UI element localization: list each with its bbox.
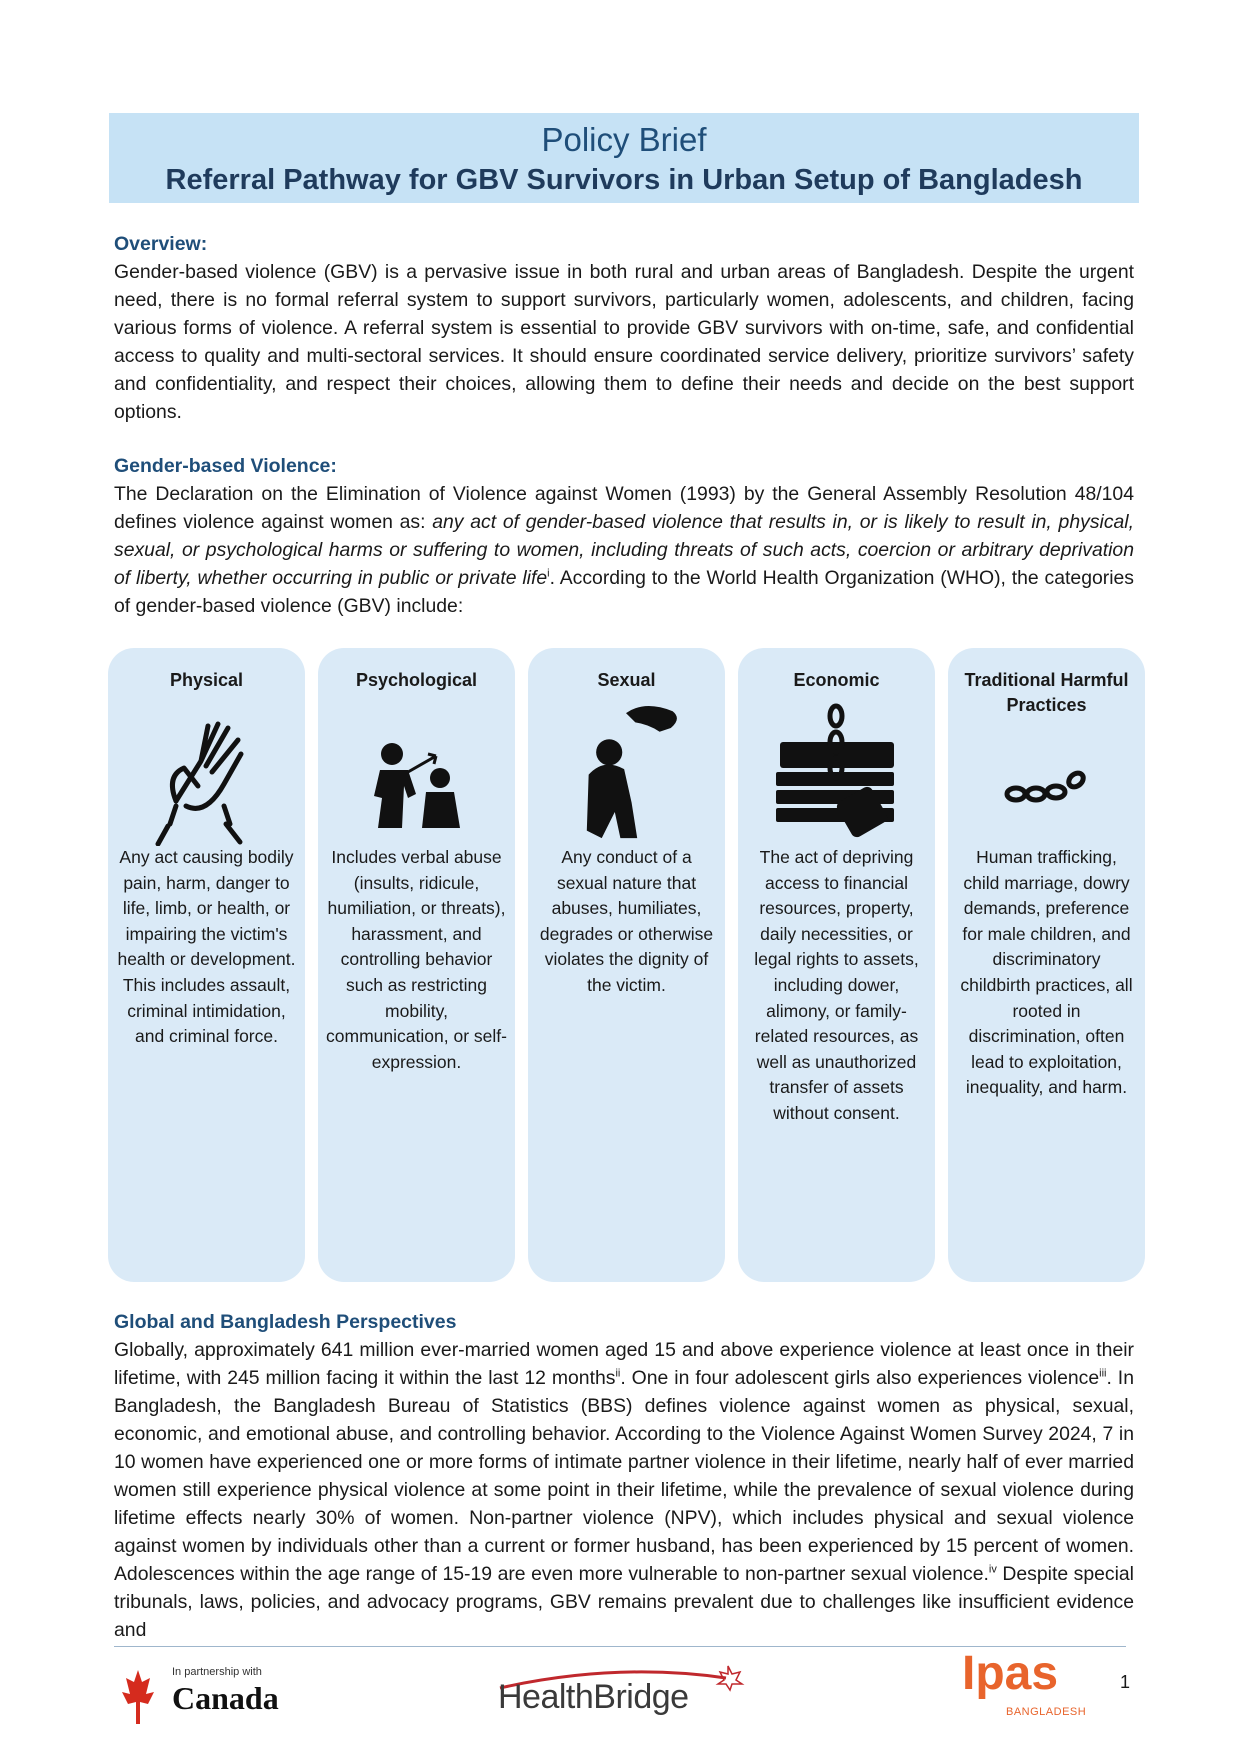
category-title: Sexual xyxy=(597,670,656,690)
canada-logo xyxy=(120,1664,310,1730)
overview-heading: Overview: xyxy=(114,233,208,255)
category-title: Economic xyxy=(793,670,880,690)
gbv-text-after: . According to the World Health Organization (WHO), the categories of gender-based violence (GBV) include: xyxy=(114,567,1135,617)
title-banner xyxy=(109,113,1139,203)
global-text-3: . In Bangladesh, the Bangladesh Bureau of Statistics (BBS) defines violence against women as physical, sexual, economic, and emotional abuse, and controlling behavior. According to the Violence Against Women Survey 2024, 7 in 10 women have experienced one or more forms of intimate partner violence in their lifetime, nearly half of ever married women still experience physical violence at some point in their lifetime, while the prevalence of sexual violence during lifetime effects nearly 30% of women. Non-partner violence (NPV), which includes physical and sexual violence against women by individuals other than a current or former husband, has been experienced by 15 percent of women. Adolescences within the age range of 15-19 are even more vulnerable to non-partner sexual violence. xyxy=(114,1367,1134,1585)
gbv-text-before: The Declaration on the Elimination of Violence against Women (1993) by the General Assembly Resolution 48/104 defines violence against women as: xyxy=(114,483,1134,533)
overview-text: Gender-based violence (GBV) is a pervasive issue in both rural and urban areas of Bangladesh. Despite the urgent need, there is no formal referral system to support survivors, particularly women, adolescents, and children, facing various forms of violence. A referral system is essential to provide GBV survivors with on-time, safe, and confidential access to quality and multi-sectoral services. It should ensure coordinated service delivery, prioritize survivors’ safety and confidentiality, and respect their choices, allowing them to define their needs and decide on the best support options. xyxy=(114,261,1134,423)
footnote-ref: ii xyxy=(615,1367,621,1380)
footnote-ref: iii xyxy=(1099,1367,1107,1380)
page-subtitle: Referral Pathway for GBV Survivors in Urban Setup of Bangladesh xyxy=(165,164,1083,196)
category-title: Physical xyxy=(169,670,244,690)
healthbridge-logo xyxy=(496,1654,756,1720)
gbv-text xyxy=(114,480,1134,620)
gbv-heading: Gender-based Violence: xyxy=(114,455,337,477)
gbv-section xyxy=(114,452,1134,620)
partnership-text: In partnership with xyxy=(172,1666,262,1678)
pointing-person-icon xyxy=(356,718,476,858)
category-card-sexual xyxy=(528,648,725,1282)
footnote-ref: iv xyxy=(988,1563,997,1576)
category-card-psychological xyxy=(318,648,515,1282)
category-title: Traditional Harmful Practices xyxy=(964,670,1129,715)
footnote-ref: i xyxy=(547,567,550,580)
ipas-subtitle: BANGLADESH xyxy=(1006,1706,1087,1718)
ipas-logo xyxy=(962,1647,1102,1720)
gbv-categories xyxy=(108,648,1144,1282)
chain-icon xyxy=(1004,768,1090,808)
canada-wordmark: Canada xyxy=(172,1680,279,1716)
category-description: Any act causing bodily pain, harm, danger to life, limb, or health, or impairing the victim's health or development. This includes assault, criminal intimidation, and criminal force. xyxy=(117,847,296,1047)
global-text-4: Despite special tribunals, laws, policies, and advocacy programs, GBV remains prevalent due to challenges like insufficient evidence and xyxy=(114,1563,1134,1641)
global-section xyxy=(114,1308,1134,1644)
category-card-traditional xyxy=(948,648,1145,1282)
global-heading: Global and Bangladesh Perspectives xyxy=(114,1311,457,1333)
overview-section xyxy=(114,230,1134,426)
gbv-definition: any act of gender-based violence that results in, or is likely to result in, physical, sexual, or psychological harms or suffering to women, including threats of such acts, coercion or arbitrary deprivation of liberty, whether occurring in public or private life xyxy=(114,511,1134,589)
crouching-person-hand-icon xyxy=(566,700,686,840)
maple-leaf-icon xyxy=(120,1668,156,1726)
category-title: Psychological xyxy=(355,670,478,690)
chained-money-icon xyxy=(772,702,902,842)
global-text-1: Globally, approximately 641 million ever-married women aged 15 and above experience violence at least once in their lifetime, with 245 million facing it within the last 12 months xyxy=(114,1339,1134,1389)
category-description: The act of depriving access to financial resources, property, daily necessities, or legal rights to assets, including dower, alimony, or family-related resources, as well as unauthorized transfer of assets without consent. xyxy=(754,847,919,1123)
page-number: 1 xyxy=(1120,1672,1131,1692)
hands-icon xyxy=(146,706,266,846)
category-description: Any conduct of a sexual nature that abuses, humiliates, degrades or otherwise violates the dignity of the victim. xyxy=(539,847,714,995)
page-title: Policy Brief xyxy=(541,121,707,158)
healthbridge-wordmark: HealthBridge xyxy=(498,1678,689,1716)
category-card-physical xyxy=(108,648,305,1282)
global-text-2: . One in four adolescent girls also experiences violence xyxy=(620,1367,1100,1389)
category-description: Includes verbal abuse (insults, ridicule, humiliation, or threats), harassment, and controlling behavior such as restricting mobility, communication, or self-expression. xyxy=(326,847,507,1072)
ipas-wordmark: Ipas xyxy=(962,1647,1059,1700)
global-text xyxy=(114,1336,1134,1644)
category-card-economic xyxy=(738,648,935,1282)
category-description: Human trafficking, child marriage, dowry demands, preference for male children, and discriminatory childbirth practices, all rooted in discrimination, often lead to exploitation, inequality, and harm. xyxy=(960,847,1133,1098)
